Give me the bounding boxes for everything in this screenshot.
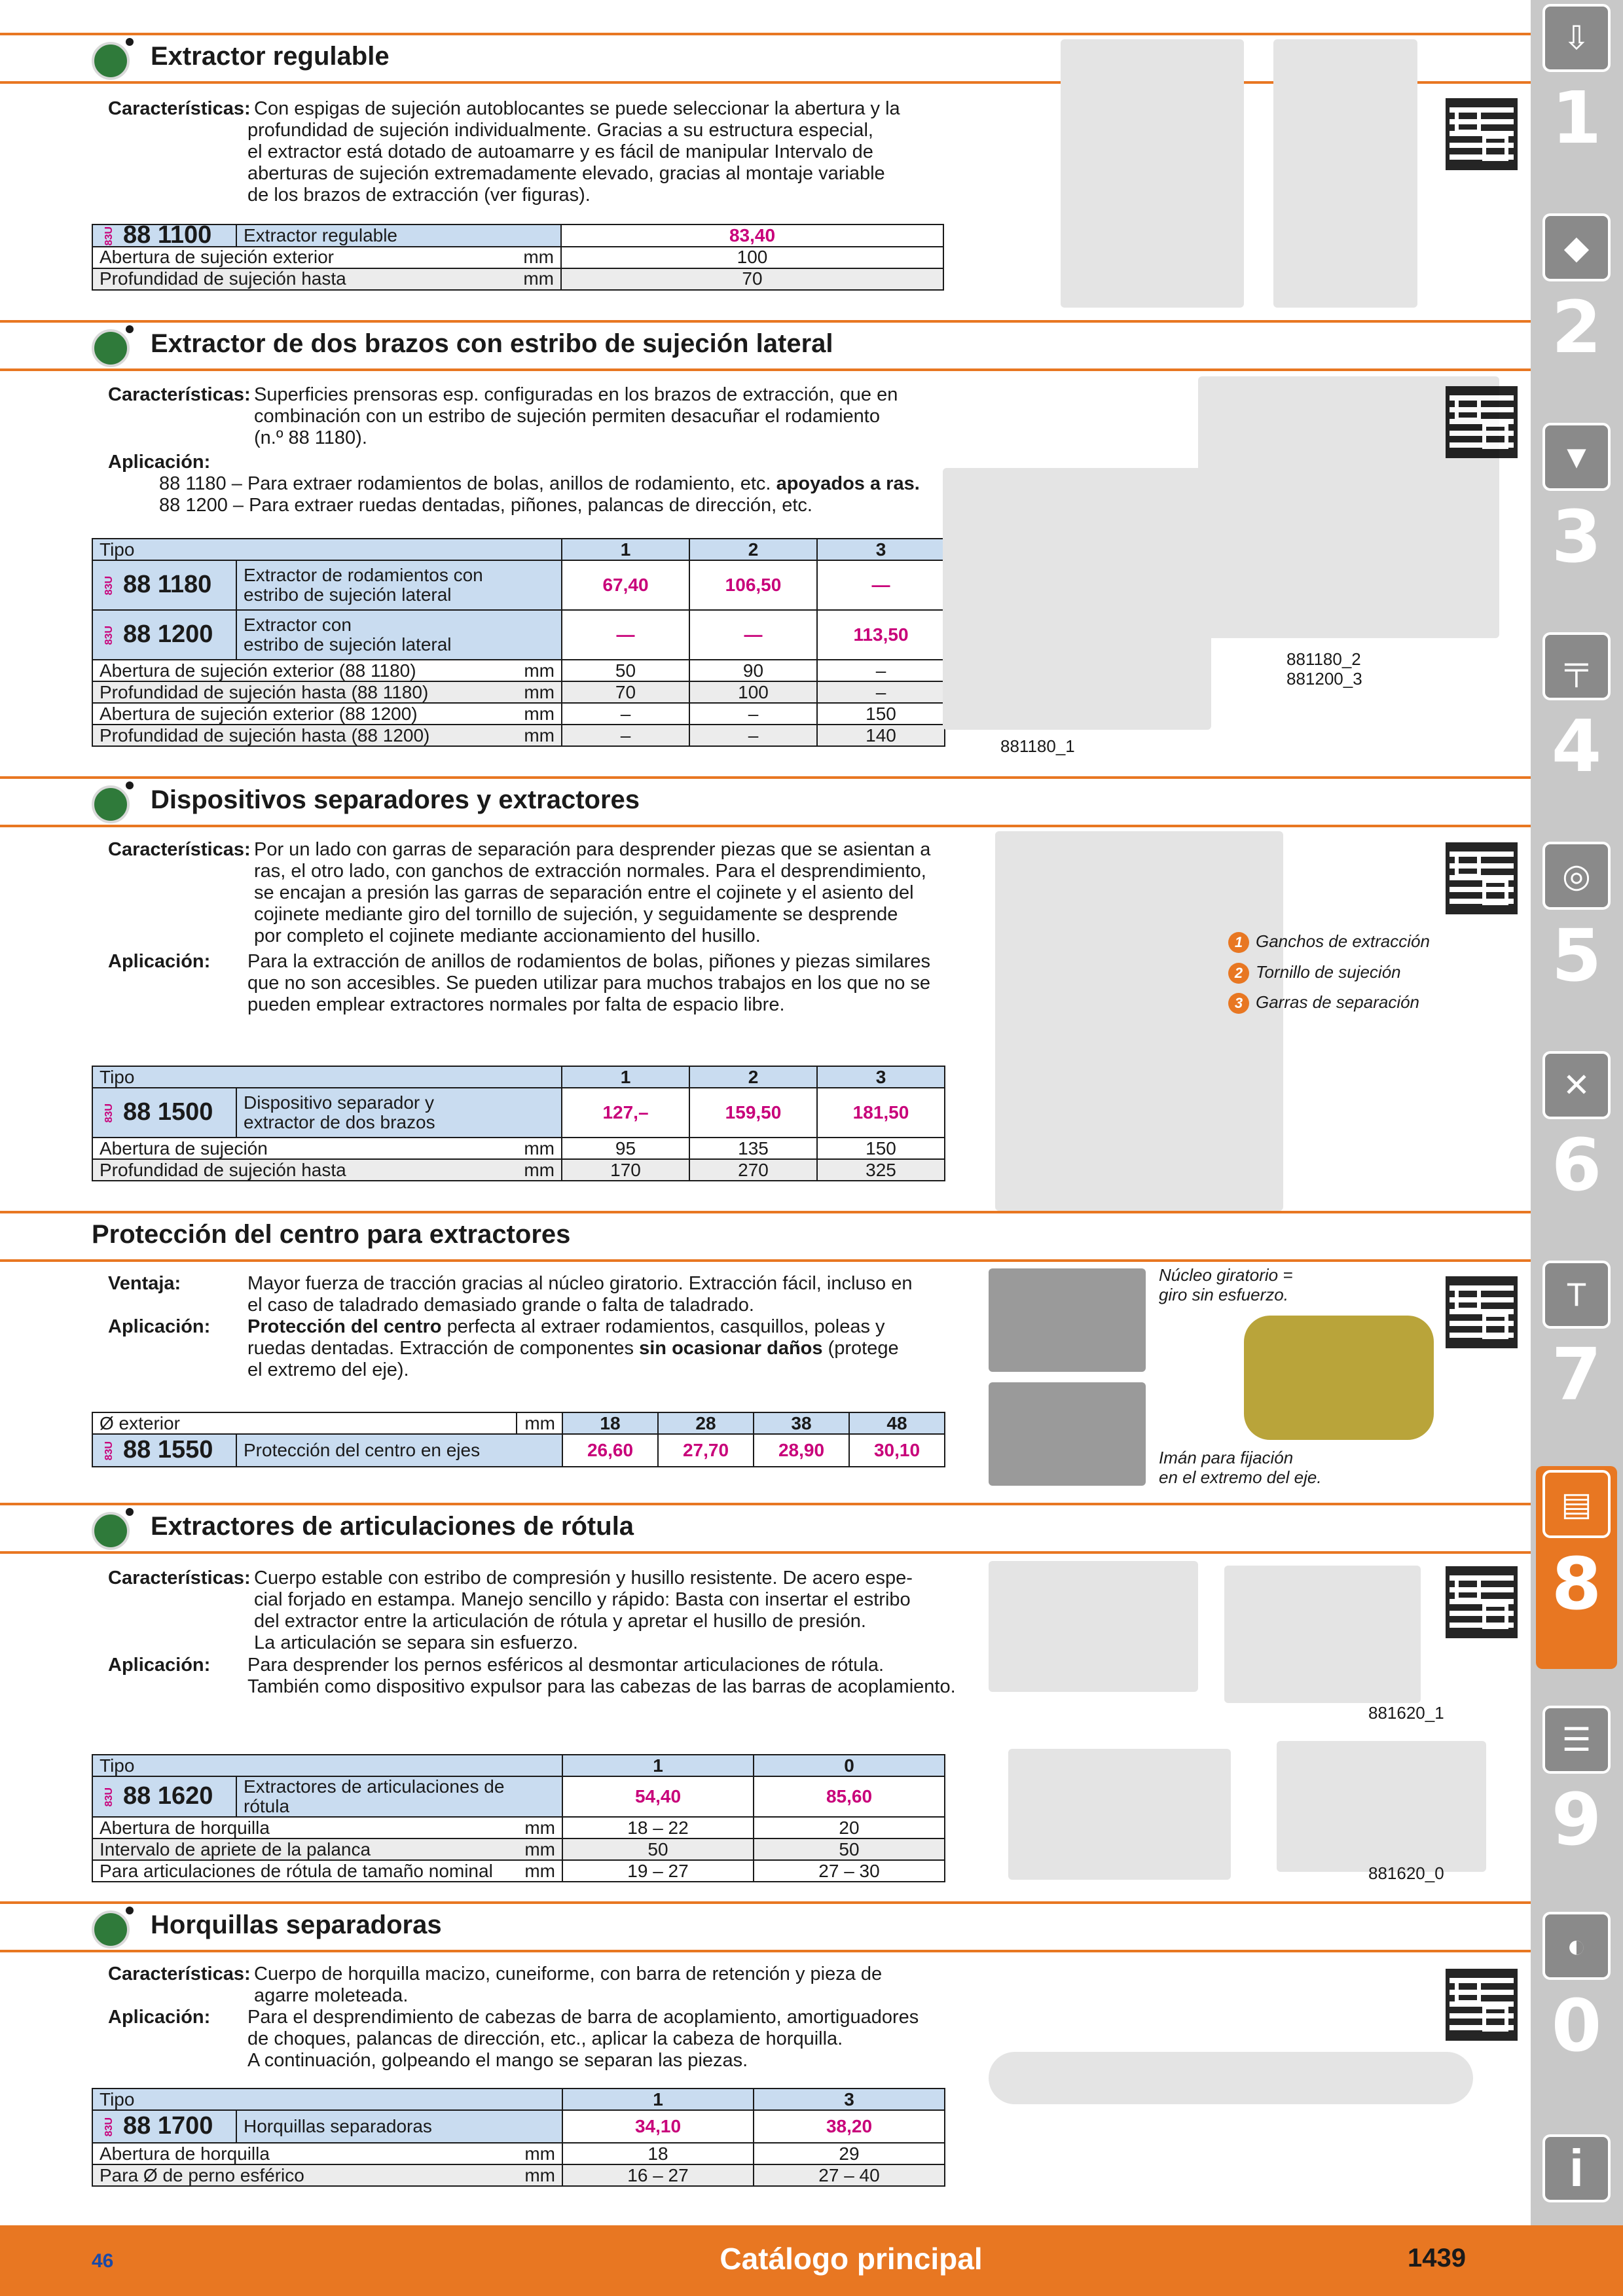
product-table: Ø exterior mm 18 28 38 48 83U 88 1550 Protección del centro en ejes 26,60 27,70 28,90 30,10 xyxy=(92,1412,945,1467)
adjustable-puller-image-2 xyxy=(1273,39,1417,308)
features-label: Características: xyxy=(108,839,251,860)
chapter-tab-2[interactable]: ◆ 2 xyxy=(1536,209,1617,419)
product-table: Tipo 1 2 3 83U 88 1500 Dispositivo separador y extractor de dos brazos 127,– 159,50 181,50 Abertura de sujeción mm 95 135 150 Profundidad de sujeción hasta mm 170 270 325 xyxy=(92,1066,945,1181)
qr-code-icon[interactable] xyxy=(1446,386,1518,458)
application-label: Aplicación: xyxy=(108,1655,211,1676)
chapter-tab-9[interactable]: ☰ 9 xyxy=(1536,1702,1617,1911)
wrench-screwdriver-icon: ✕ xyxy=(1542,1051,1611,1119)
ball-joint-puller-image-3 xyxy=(1008,1749,1231,1880)
features-text: Superficies prensoras esp. configuradas en los brazos de extracción, que en combinación con un estribo de sujeción permiten desacuñar el rodamiento (n.º 88 1180). xyxy=(254,384,898,448)
features-text: Cuerpo estable con estribo de compresión y husillo resistente. De acero espe- cial forjado en estampa. Manejo sencillo y rápido: Basta con insertar el estribo del extractor entre la articulación de rótula y apretar el husillo de presión. La articulación se separa sin esfuerzo. xyxy=(254,1568,913,1653)
chapter-tab-3[interactable]: ▼ 3 xyxy=(1536,419,1617,628)
application-label: Aplicación: xyxy=(108,452,211,473)
section-header xyxy=(0,776,1531,827)
advantage-label: Ventaja: xyxy=(108,1273,181,1294)
qr-code-icon[interactable] xyxy=(1446,1566,1518,1638)
features-label: Características: xyxy=(108,1964,251,1984)
qr-code-icon[interactable] xyxy=(1446,842,1518,914)
price: 83,40 xyxy=(561,224,943,247)
puller-with-clamp-image xyxy=(943,468,1211,730)
application-text: Para desprender los pernos esféricos al desmontar articulaciones de rótula. También como dispositivo expulsor para las cabezas de las barras de acoplamiento. xyxy=(247,1655,956,1697)
image-caption: 881620_1 xyxy=(1368,1703,1444,1723)
product-table: Tipo 1 0 83U 88 1620 Extractores de articulaciones de rótula 54,40 85,60 Abertura de horquilla mm 18 – 22 20 Intervalo de apriete de la palanca mm 50 50 Para articulaciones de rótula de tamaño nominal mm 19 – 27 27 – 30 xyxy=(92,1754,945,1882)
chapter-tab-info[interactable] xyxy=(1536,2130,1617,2222)
separator-fork-image xyxy=(989,2052,1473,2104)
image-caption: 881620_0 xyxy=(1368,1863,1444,1883)
section-title: Extractor regulable xyxy=(151,42,390,71)
application-label: Aplicación: xyxy=(108,1316,211,1337)
application-text: 88 1200 – Para extraer ruedas dentadas, piñones, palancas de dirección, etc. xyxy=(159,495,812,516)
application-text: 88 1180 – Para extraer rodamientos de bolas, anillos de rodamiento, etc. apoyados a ras. xyxy=(159,473,920,494)
qr-code-icon[interactable] xyxy=(1446,98,1518,170)
chapter-tab-5[interactable]: ◎ 5 xyxy=(1536,838,1617,1047)
section-title: Extractores de articulaciones de rótula xyxy=(151,1512,634,1541)
features-text: Cuerpo de horquilla macizo, cuneiforme, con barra de retención y pieza de agarre moleteada. xyxy=(254,1964,883,2006)
product-table: Tipo 1 3 83U 88 1700 Horquillas separadoras 34,10 38,20 Abertura de horquilla mm 18 29 Para Ø de perno esférico mm 16 – 27 27 – 40 xyxy=(92,2088,945,2187)
quality-badge-icon xyxy=(92,1910,130,1948)
application-label: Aplicación: xyxy=(108,951,211,972)
section-title: Horquillas separadoras xyxy=(151,1910,442,1939)
pliers-icon: T xyxy=(1542,1261,1611,1329)
quality-badge-icon xyxy=(92,785,130,823)
features-label: Características: xyxy=(108,384,251,405)
info-icon: i xyxy=(1542,2134,1611,2202)
page-footer xyxy=(0,2225,1623,2296)
chapter-tab-1[interactable]: ⇩ 1 xyxy=(1536,0,1617,209)
image-caption: 881200_3 xyxy=(1286,669,1362,689)
quality-badge-icon xyxy=(92,42,130,80)
section-header xyxy=(0,1211,1531,1262)
adjustable-puller-image xyxy=(1061,39,1244,308)
ball-joint-puller-image-4 xyxy=(1277,1741,1486,1872)
image-caption: Núcleo giratorio = giro sin esfuerzo. xyxy=(1159,1265,1293,1304)
qr-code-icon[interactable] xyxy=(1446,1969,1518,2041)
image-caption: Imán para fijación en el extremo del eje. xyxy=(1159,1448,1322,1487)
application-text: Para el desprendimiento de cabezas de barra de acoplamiento, amortiguadores de choques, palancas de dirección, etc., aplicar la cabeza de horquilla. A continuación, golpeando el mango se separan las piezas. xyxy=(247,2007,919,2071)
chapter-tab-0[interactable]: ◐ 0 xyxy=(1536,1908,1617,2117)
page-number-left: 46 xyxy=(92,2250,114,2272)
application-label: Aplicación: xyxy=(108,2007,211,2028)
features-text: Por un lado con garras de separación para desprender piezas que se asientan a ras, el otro lado, con ganchos de extracción normales. Para el desprendimiento, se encajan a presión las garras de separación entre el cojinete y el asiento del cojinete mediante giro del tornillo de sujeción, y seguidamente se desprende por completo el cojinete mediante accionamiento del husillo. xyxy=(254,839,931,946)
chapter-tab-6[interactable]: ✕ 6 xyxy=(1536,1047,1617,1257)
legend-item: 2 Tornillo de sujeción xyxy=(1228,962,1401,984)
cabinet-icon: ☰ xyxy=(1542,1706,1611,1774)
tool-holder-icon: ▼ xyxy=(1542,423,1611,491)
safety-icon: ◐ xyxy=(1542,1912,1611,1980)
product-table: 83U 88 1100 Extractor regulable 83,40 Abertura de sujeción exterior mm 100 Profundidad de sujeción hasta mm 70 xyxy=(92,224,944,291)
ball-joint-puller-image-2 xyxy=(1224,1566,1421,1703)
image-caption: 881180_2 xyxy=(1286,649,1361,669)
ball-joint-puller-image xyxy=(989,1561,1198,1692)
features-label: Características: xyxy=(108,98,251,119)
drill-bit-icon: ⇩ xyxy=(1542,4,1611,72)
section-header xyxy=(0,1503,1531,1554)
section-title: Dispositivos separadores y extractores xyxy=(151,785,640,814)
page-number: 1439 xyxy=(1408,2244,1466,2272)
legend-item: 1 Ganchos de extracción xyxy=(1228,931,1430,953)
article-number: 88 1100 xyxy=(123,221,212,249)
features-text: Con espigas de sujeción autoblocantes se puede seleccionar la abertura y la profundidad de sujeción individualmente. Gracias a su estructura especial, el extractor está dotado de autoamarre y es fácil de manipular Intervalo de aberturas de sujeción extremadamente elevado, gracias al montaje variable de los brazos de extracción (ver figuras). xyxy=(247,98,900,206)
center-protection-photo-2 xyxy=(989,1382,1146,1486)
section-header xyxy=(0,320,1531,371)
application-text: Protección del centro perfecta al extraer rodamientos, casquillos, poleas y ruedas dentadas. Extracción de componentes sin ocasionar daños (protege el extremo del eje). xyxy=(247,1316,899,1380)
section-title: Protección del centro para extractores xyxy=(92,1220,571,1249)
chapter-tab-8[interactable]: ▤ 8 xyxy=(1536,1466,1617,1669)
catalog-title: Catálogo principal xyxy=(720,2242,983,2276)
center-protection-photo xyxy=(989,1268,1146,1372)
section-title: Extractor de dos brazos con estribo de sujeción lateral xyxy=(151,329,833,358)
quality-badge-icon xyxy=(92,329,130,367)
product-table: Tipo 1 2 3 83U 88 1180 Extractor de rodamientos con estribo de sujeción lateral 67,40 106,50 — 83U 88 1200 Extractor con estribo de sujeción lateral — — 113,50 Abertura de sujeción exterior (88 1180) mm 50 90 – Profundidad de sujeción hasta (88 1180) mm 70 100 – Abertura de sujeción exterior (88 1200) mm – – 150 Profundidad de sujeción hasta (88 1200) mm – – 140 xyxy=(92,538,945,747)
qr-code-icon[interactable] xyxy=(1446,1276,1518,1348)
caliper-icon: ╤ xyxy=(1542,632,1611,700)
insert-icon: ◆ xyxy=(1542,213,1611,281)
section-header xyxy=(0,1901,1531,1952)
toolbox-icon: ▤ xyxy=(1542,1470,1611,1538)
center-protection-image xyxy=(1244,1316,1434,1440)
legend-item: 3 Garras de separación xyxy=(1228,992,1419,1014)
chapter-tab-7[interactable]: T 7 xyxy=(1536,1257,1617,1466)
saw-blade-icon: ◎ xyxy=(1542,842,1611,910)
application-text: Para la extracción de anillos de rodamientos de bolas, piñones y piezas similares que no son accesibles. Se pueden utilizar para muchos trabajos en los que no se pueden emplear extractores normales por falta de espacio libre. xyxy=(247,951,931,1015)
quality-badge-icon xyxy=(92,1512,130,1550)
features-label: Características: xyxy=(108,1568,251,1588)
chapter-tab-4[interactable]: ╤ 4 xyxy=(1536,628,1617,838)
separator-puller-image xyxy=(995,831,1283,1211)
advantage-text: Mayor fuerza de tracción gracias al núcleo giratorio. Extracción fácil, incluso en el caso de taladrado demasiado grande o falta de taladrado. xyxy=(247,1273,913,1316)
image-caption: 881180_1 xyxy=(1000,736,1075,756)
